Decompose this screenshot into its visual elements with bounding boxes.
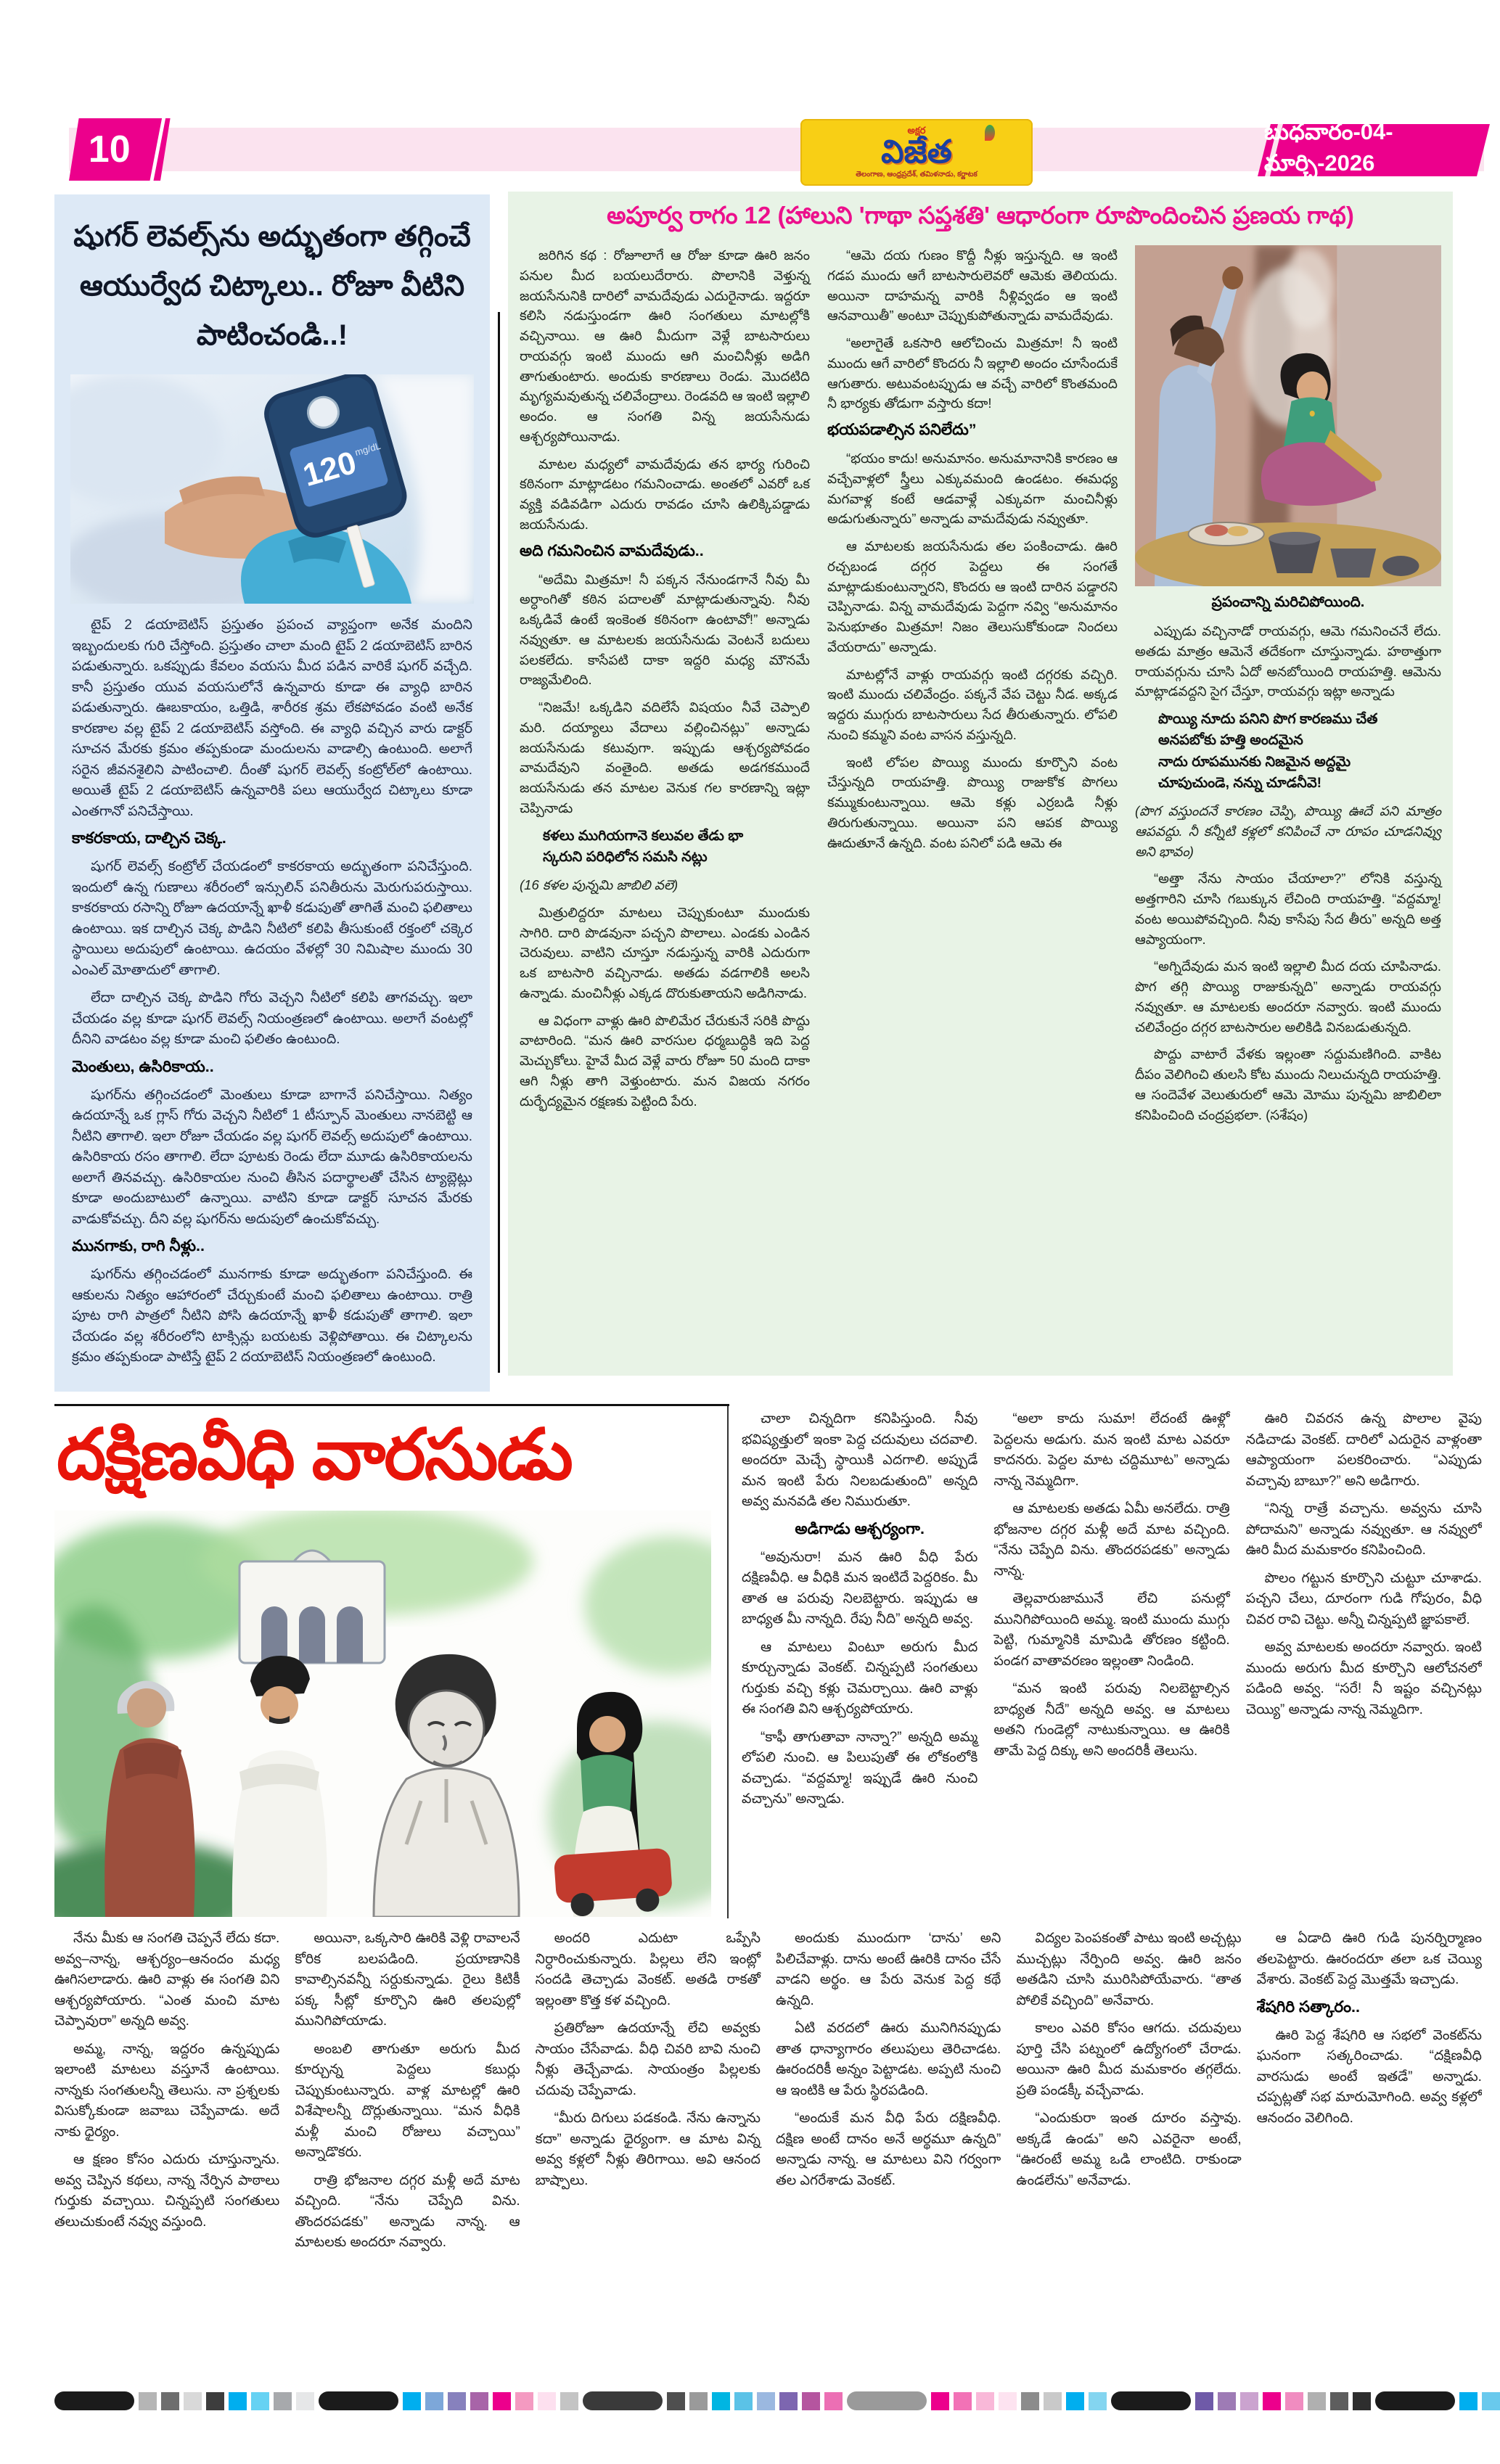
paragraph: అయినా, ఒక్కసారి ఊరికి వెళ్లి రావాలనే కోరిక బలపడింది. ప్రయాణానికి కావాల్సినవన్నీ సర్దుకున్నాడు. రైలు కిటికీ పక్క సీట్లో కూర్చొని ఊరి తలపుల్లో మునిగిపోయాడు. xyxy=(295,1931,520,2029)
calibration-square xyxy=(999,2392,1017,2410)
paragraph: విద్యల పెంపకంతో పాటు ఇంటి అచ్చట్లు ముచ్చట్లు నేర్పింది అవ్వ. ఊరి జనం అతడిని చూసి మురిసిపోయేవారు. “తాత పోలికే వచ్చింది” అనేవారు. xyxy=(1016,1931,1242,2008)
story-top-col-2 xyxy=(993,1409,1229,1920)
paragraph: “భయం కాదు! అనుమానం. అనుమానానికి కారణం ఆ వచ్చేవాళ్లలో స్త్రీలు ఎక్కువమంది ఉండటం. ఈమధ్య మగవాళ్ల కంటే ఆడవాళ్లే ఎక్కువగా మంచినీళ్లు అడుగుతున్నారు” అన్నాడు వామదేవుడు నవ్వుతూ. xyxy=(827,451,1118,527)
color-calibration-bar xyxy=(54,2390,1482,2412)
paragraph: “కాఫీ తాగుతావా నాన్నా?” అన్నది అమ్మ లోపలి నుంచి. ఆ పిలుపుతో ఈ లోకంలోకి వచ్చాడు. “వద్దమ్మా! ఇప్పుడే ఊరి నుంచి వచ్చాను” అన్నాడు. xyxy=(742,1729,978,1807)
story-bottom-col-5 xyxy=(1016,1929,1241,2384)
paragraph: ఆ విధంగా వాళ్లు ఊరి పొలిమేర చేరుకునే సరికి పొద్దు వాటారింది. “మన ఊరి వారసుల ధర్మబుద్ధికి ఇది పెద్ద మెచ్చుకోలు. హైవే మీద వెళ్లే వారు రోజూ 50 మంది దాకా ఆగి నీళ్లు తాగి వెళ్తుంటారు. మన విజయ నగరం దుర్భేద్యమైన రక్షణకు పెట్టింది పేరు. xyxy=(520,1012,810,1109)
calibration-square xyxy=(560,2392,578,2410)
serial-column-3-text xyxy=(1135,621,1441,1125)
paragraph: లేదా దాల్చిన చెక్క పొడిని గోరు వెచ్చని నీటిలో కలిపి తాగవచ్చు. ఇలా చేయడం వల్ల కూడా షుగర్ లెవల్స్ నియంత్రణలో ఉంటాయి. అలాగే వంటల్లో దీనిని వాడటం వల్ల కూడా మంచి ఫలితం ఉంటుంది. xyxy=(72,990,472,1047)
calibration-square xyxy=(515,2392,533,2410)
glucose-reading: 120 xyxy=(299,444,361,494)
masthead-tagline: అక్షర xyxy=(907,125,926,136)
calibration-square xyxy=(1044,2392,1062,2410)
calibration-square xyxy=(734,2392,753,2410)
paragraph: మాటల్లోనే వాళ్లు రాయవగ్గు ఇంటి దగ్గరకు వచ్చిరి. ఇంటి ముందు చలివేంద్రం. పక్కనే వేప చెట్టు నీడ. అక్కడ ఇద్దరు ముగ్గురు బాటసారులు సేద తీరుతున్నారు. లోపలి నుంచి కమ్మని వంట వాసన వస్తున్నది. xyxy=(827,666,1118,742)
calibration-square xyxy=(667,2392,685,2410)
calibration-square xyxy=(712,2392,730,2410)
calibration-pill xyxy=(583,2391,663,2410)
paragraph: అంబలి తాగుతూ అరుగు మీద కూర్చున్న పెద్దలు కబుర్లు చెప్పుకుంటున్నారు. వాళ్ల మాటల్లో ఊరి విశేషాలన్నీ దొర్లుతున్నాయి. “మన వీధికి మళ్లీ మంచి రోజులు వచ్చాయి” అన్నాడొకరు. xyxy=(295,2041,520,2160)
calibration-square xyxy=(779,2392,798,2410)
glucose-unit: mg/dL xyxy=(353,440,382,459)
calibration-square xyxy=(689,2392,708,2410)
health-article xyxy=(54,194,490,1392)
vertical-rule xyxy=(498,312,500,1373)
paragraph: “ఎందుకురా ఇంత దూరం వస్తావు. అక్కడే ఉండు” అని ఎవరైనా అంటే, “ఊరంటే అమ్మ ఒడి లాంటిది. రాకుండా ఉండలేను” అనేవాడు. xyxy=(1016,2111,1242,2188)
calibration-square xyxy=(229,2392,247,2410)
paragraph: జరిగిన కథ : రోజూలాగే ఆ రోజు కూడా ఊరి జనం పనుల మీద బయలుదేరారు. పొలానికి వెళ్తున్న జయసేనునికి దారిలో వామదేవుడు ఎదురైనాడు. ఇద్దరూ కలిసి నడుస్తుండగా ఊరి సంగతులు మాటల్లోకి వచ్చినాయి. ఆ ఊరి మీదుగా వెళ్లే బాటసారులు రాయవగ్గు ఇంటి ముందు ఆగి మంచినీళ్లు అడిగి తాగుతుంటారు. అందుకు కారణాలు రెండు. మొదటిది మృగ్యమవుతున్న చలివేంద్రాలు. రెండవది ఆ ఇంటి ఇల్లాలి అందం. ఆ సంగతి విన్న జయసేనుడు ఆశ్చర్యపోయినాడు. xyxy=(520,247,810,444)
calibration-square xyxy=(1066,2392,1084,2410)
calibration-square xyxy=(470,2392,488,2410)
paragraph: ఆ ఏడాది ఊరి గుడి పునర్నిర్మాణం తలపెట్టారు. ఊరందరూ తలా ఒక చెయ్యి వేశారు. వెంకట్ పెద్ద మొత్తమే ఇచ్చాడు. xyxy=(1256,1931,1482,1987)
story-top-col-1 xyxy=(742,1409,978,1920)
calibration-square xyxy=(1482,2392,1500,2410)
masthead-logo xyxy=(800,119,1033,186)
calibration-square xyxy=(1195,2392,1213,2410)
glucose-meter-photo xyxy=(70,374,474,604)
story-illustration xyxy=(54,1511,711,1917)
paragraph: “ఆమె దయ గుణం కొద్దీ నీళ్లు ఇస్తున్నది. ఆ ఇంటి గడప ముందు ఆగే బాటసారులెవరో ఆమెకు తెలియదు. అయినా దాహమన్న వారికి నీళ్లివ్వడం ఆ ఇంటి ఆనవాయితీ” అంటూ చెప్పుకుపోతున్నాడు వామదేవుడు. xyxy=(827,247,1118,324)
paragraph: “అవునురా! మన ఊరి వీధి పేరు దక్షిణవీధి. ఆ వీధికి మన ఇంటిదే పెద్దరికం. మీ తాత ఆ పరువు నిలబెట్టారు. ఇప్పుడు ఆ బాధ్యత మీ నాన్నది. రేపు నీది” అన్నది అవ్వ. xyxy=(742,1549,978,1627)
calibration-square xyxy=(976,2392,994,2410)
calibration-pill xyxy=(54,2391,134,2410)
paragraph: అందుకు ముందుగా ‘దాను’ అని పిలిచేవాళ్లు. దాను అంటే ఊరికి దానం చేసే వాడని అర్థం. ఆ పేరు వెనుక పెద్ద కథే ఉన్నది. xyxy=(775,1931,1001,2008)
story-top-col-3 xyxy=(1246,1409,1482,1920)
story-bottom-col-1 xyxy=(54,1929,279,2384)
calibration-square xyxy=(1089,2392,1107,2410)
calibration-square xyxy=(1353,2392,1371,2410)
paragraph: ఊరి చివరన ఉన్న పొలాల వైపు నడిచాడు వెంకట్. దారిలో ఎదురైన వాళ్లంతా ఆప్యాయంగా పలకరించారు. “ఎప్పుడు వచ్చావు బాబూ?” అని అడిగారు. xyxy=(1245,1411,1482,1489)
paragraph: అందరి ఎదుటా ఒప్పేసి నిర్ధారించుకున్నారు. పిల్లలు లేని ఇంట్లో సందడి తెచ్చాడు వెంకట్. అతడి రాకతో ఇల్లంతా కొత్త కళ వచ్చింది. xyxy=(535,1931,761,2008)
calibration-pill xyxy=(319,2391,398,2410)
paragraph: “అందుకే మన వీధి పేరు దక్షిణవీధి. దక్షిణ అంటే దానం అనే అర్థమూ ఉన్నది” అన్నాడు నాన్న. ఆ మాటలు విని గర్వంగా తల ఎగరేశాడు వెంకట్. xyxy=(775,2111,1001,2188)
page-number-badge xyxy=(69,118,171,181)
calibration-square xyxy=(1330,2392,1348,2410)
calibration-square xyxy=(954,2392,972,2410)
calibration-square xyxy=(296,2392,314,2410)
subheading: శేషగిరి సత్కారం.. xyxy=(1256,1997,1360,2016)
calibration-square xyxy=(1218,2392,1236,2410)
edition-date: బుధవారం-04-మార్చి-2026 xyxy=(1264,119,1393,176)
paragraph: షుగర్‌ను తగ్గించడంలో మెంతులు కూడా బాగానే పనిచేస్తాయి. నిత్యం ఉదయాన్నే ఒక గ్లాస్ గోరు వెచ్చని నీటిలో 1 టీస్పూన్ మెంతులు నానబెట్టి ఆ నీటిని తాగాలి. ఇలా రోజూ చేయడం వల్ల షుగర్ లెవల్స్ అదుపులో ఉంటాయి. ఉసిరికాయ రసం తాగాలి. లేదా పూటకు రెండు లేదా మూడు ఉసిరికాయలను అలాగే తినవచ్చు. ఉసిరికాయల నుంచి తీసిన పదార్థాలతో చేసిన ట్యాబ్లెట్లు కూడా అందుబాటులో ఉన్నాయి. వాటిని కూడా డాక్టర్ సూచన మేరకు వాడుకోవచ్చు. దీని వల్ల షుగర్‌ను అదుపులో ఉంచుకోవచ్చు. xyxy=(72,1087,472,1227)
vertical-rule-2 xyxy=(727,1406,729,1918)
calibration-square xyxy=(274,2392,292,2410)
calibration-square xyxy=(538,2392,556,2410)
paragraph: అమ్మ, నాన్న, ఇద్దరం ఉన్నప్పుడు ఇలాంటి మాటలు వస్తూనే ఉంటాయి. నాన్నకు సంగతులన్నీ తెలుసు. నా ప్రశ్నలకు విసుక్కోకుండా జవాబు చెప్పేవాడు. అదే నాకు ధైర్యం. xyxy=(54,2041,280,2140)
horizontal-rule xyxy=(54,1404,729,1406)
calibration-square xyxy=(931,2392,949,2410)
serial-column-3 xyxy=(1135,245,1441,1132)
subheading: కాకరకాయ, దాల్చిన చెక్క. xyxy=(72,829,226,847)
health-headline: షుగర్ లెవల్స్‌ను అద్భుతంగా తగ్గించే ఆయుర్వేద చిట్కాలు.. రోజూ వీటిని పాటించండి..! xyxy=(73,221,471,351)
paragraph: పొద్దు వాటారే వేళకు ఇల్లంతా సద్దుమణిగింది. వాకిట దీపం వెలిగించి తులసి కోట ముందు నిలుచున్నది రాయహత్తి. ఆ సందెవేళ వెలుతురులో ఆమె మోము పున్నమి జాబిలిలా కనిపించింది చంద్రప్రభలా. (సశేషం) xyxy=(1135,1046,1441,1122)
calibration-square xyxy=(1308,2392,1326,2410)
story-bottom-col-2 xyxy=(295,1929,520,2384)
paragraph: పొలం గట్టున కూర్చొని చుట్టూ చూశాడు. పచ్చని చేలు, దూరంగా గుడి గోపురం, వీధి చివర రావి చెట్టు. అన్నీ చిన్నప్పటి జ్ఞాపకాలే. xyxy=(1245,1570,1482,1627)
story-bottom-columns xyxy=(54,1929,1482,2384)
paragraph: షుగర్ లెవల్స్ కంట్రోల్ చేయడంలో కాకరకాయ అద్భుతంగా పనిచేస్తుంది. ఇందులో ఉన్న గుణాలు శరీరంలో ఇన్సులిన్ పనితీరును మెరుగుపరుస్తాయి. కాకరకాయ రసాన్ని రోజూ ఉదయాన్నే ఖాళీ కడుపుతో తాగితే మంచి ఫలితాలు ఉంటాయి. ఇక దాల్చిన చెక్క పొడిని నీటిలో కలిపి తీసుకుంటే రక్తంలో చక్కెర స్థాయిలు అదుపులో ఉంటాయి. ఉదయం వేళల్లో 30 నిమిషాల ముందు 30 ఎంఎల్ మోతాదులో తాగాలి. xyxy=(72,859,472,978)
calibration-pill xyxy=(1111,2391,1191,2410)
subheading: అది గమనించిన వామదేవుడు.. xyxy=(520,541,704,559)
health-body xyxy=(54,604,490,1368)
verse-line: కళలు ముగియగానె కలువల తేడు భా xyxy=(543,827,744,844)
subheading: అడిగాడు ఆశ్చర్యంగా. xyxy=(795,1519,925,1537)
subheading: భయపడాల్సిన పనిలేదు” xyxy=(827,421,977,438)
calibration-square xyxy=(139,2392,157,2410)
paragraph: షుగర్‌ను తగ్గించడంలో మునగాకు కూడా అద్భుతంగా పనిచేస్తుంది. ఈ ఆకులను నిత్యం ఆహారంలో చేర్చుకుంటే మంచి ఫలితాలు ఉంటాయి. రాత్రి పూట రాగి పాత్రలో నీటిని పోసి ఉదయాన్నే ఖాళీ కడుపుతో తాగాలి. ఇలా చేయడం వల్ల శరీరంలోని టాక్సిన్లు బయటకు వెళ్లిపోతాయి. ఈ చిట్కాలను క్రమం తప్పకుండా పాటిస్తే టైప్ 2 దయాబెటిస్ నియంత్రణలో ఉంటుంది. xyxy=(72,1267,472,1365)
verse xyxy=(543,826,810,868)
paragraph: ఏటి వరదలో ఊరు మునిగినప్పుడు తాత ధాన్యాగారం తలుపులు తెరిచాడట. ఊరందరికీ అన్నం పెట్టాడట. అప్పటి నుంచి ఆ ఇంటికి ఆ పేరు స్థిరపడింది. xyxy=(775,2021,1001,2098)
verse-line: స్కరుని పరిధిలోన సమసి నట్లు xyxy=(543,848,708,865)
subheading: మునగాకు, రాగి నీళ్లు.. xyxy=(72,1237,205,1254)
calibration-square xyxy=(206,2392,224,2410)
paragraph: మాటల మధ్యలో వామదేవుడు తన భార్య గురించి కఠినంగా మాట్లాడటం గమనించాడు. అంతలో ఎవరో ఒక వ్యక్తి వడివడిగా ఎదురు రావడం చూసి ఉలిక్కిపడ్డాడు జయసేనుడు. xyxy=(520,456,810,532)
serial-illustration-caption: ప్రపంచాన్ని మరిచిపోయింది. xyxy=(1211,594,1365,610)
verse xyxy=(1158,709,1441,794)
paragraph: ఆ మాటలు వింటూ అరుగు మీద కూర్చున్నాడు వెంకట్. చిన్నప్పటి సంగతులు గుర్తుకు వచ్చి కళ్లు చెమర్చాయి. ఊరి వాళ్లు ఈ సంగతి విని ఆశ్చర్యపోయారు. xyxy=(742,1639,978,1717)
note: (పొగ వస్తుందనే కారణం చెప్పి, పొయ్యి ఊదే పని మాత్రం ఆపవద్దు. నీ కన్నీటి కళ్లలో కనిపించే నా రూపం చూడనివ్వు అని భావం) xyxy=(1135,803,1441,859)
verse-line: నాదు రూపమునకు నిజమైన అద్దమై xyxy=(1158,753,1351,770)
paragraph: “నిజమే! ఒక్కడిని వదిలేసే విషయం నీవే చెప్పాలి మరి. దయ్యాలు వేదాలు వల్లించినట్లు” అన్నాడు జయసేనుడు కటువుగా. ఇప్పుడు ఆశ్చర్యపోవడం వామదేవుని వంతైంది. అతడు అడగకముందే జయసేనుడు తన మాటల వెనుక గల కారణాన్ని ఇట్లా చెప్పినాడు xyxy=(520,699,810,816)
calibration-square xyxy=(1240,2392,1258,2410)
calibration-square xyxy=(824,2392,843,2410)
calibration-square xyxy=(493,2392,511,2410)
calibration-square xyxy=(425,2392,443,2410)
paragraph: అవ్వ మాటలకు అందరూ నవ్వారు. ఇంటి ముందు అరుగు మీద కూర్చొని ఆలోచనలో పడింది అవ్వ. “సరే! నీ ఇష్టం వచ్చినట్లు చెయ్యి” అన్నాడు నాన్న నెమ్మదిగా. xyxy=(1245,1640,1482,1717)
paragraph: “అలాగైతే ఒకసారి ఆలోచించు మిత్రమా! నీ ఇంటి ముందు ఆగే వారిలో కొందరు నీ ఇల్లాలి అందం చూసేందుకే ఆగుతారు. అటువంటప్పుడు ఆ వచ్చే వారిలో కొంతమంది నీ భార్యకు తోడుగా వస్తారు కదా! xyxy=(827,335,1118,411)
masthead-regions: తెలంగాణ, ఆంధ్రప్రదేశ్, తమిళనాడు, కర్ణాటక xyxy=(856,171,978,179)
calibration-square xyxy=(403,2392,421,2410)
story-top-columns xyxy=(742,1409,1482,1920)
paragraph: “అత్తా నేను సాయం చేయాలా?” లోనికి వస్తున్న అత్తగారిని చూసి గబుక్కున లేచింది రాయహత్తి. “వద్దమ్మా! వంట అయిపోవచ్చింది. నీవు కాసేపు సేద తీరు” అన్నది అత్త ఆప్యాయంగా. xyxy=(1135,871,1441,947)
calibration-square xyxy=(1021,2392,1039,2410)
paragraph: టైప్ 2 డయాబెటిస్ ప్రస్తుతం ప్రపంచ వ్యాప్తంగా అనేక మందిని ఇబ్బందులకు గురి చేస్తోంది. ప్రస్తుతం చాలా మంది టైప్ 2 డయాబెటిస్ బారిన పడుతున్నారు. ఒకప్పుడు కేవలం వయసు మీద పడిన వారికే షుగర్ వచ్చేది. కానీ ప్రస్తుతం యువ వయసులోనే ఉన్నవారు కూడా ఈ వ్యాధి బారిన పడుతున్నారు. ఊబకాయం, ఒత్తిడి, శారీరక శ్రమ లేకపోవడం వంటి అనేక కారణాల వల్ల టైప్ 2 డయాబెటిస్ వస్తోంది. ఈ వ్యాధి వచ్చిన వారు డాక్టర్ సూచన మేరకు క్రమం తప్పకుండా మందులను వాడాల్సి ఉంటుంది. అలాగే సరైన జీవనశైలిని పాటించాలి. దీంతో షుగర్ లెవల్స్ కంట్రోల్‌లో ఉంటాయి. అయితే టైప్ 2 డయాబెటిస్ ఉన్నవారికి పలు ఆయుర్వేద చిట్కాలు కూడా ఎంతగానో పనిచేస్తాయి. xyxy=(72,617,472,819)
verse-line: అనపబోకు హత్తి అందమైన xyxy=(1158,732,1303,749)
calibration-square xyxy=(1285,2392,1303,2410)
story-bottom-col-3 xyxy=(536,1929,761,2384)
paragraph: ప్రతిరోజూ ఉదయాన్నే లేచి అవ్వకు సాయం చేసేవాడు. వీధి చివరి బావి నుంచి నీళ్లు తెచ్చేవాడు. సాయంత్రం పిల్లలకు చదువు చెప్పేవాడు. xyxy=(535,2021,761,2098)
calibration-square xyxy=(161,2392,179,2410)
paragraph: నేను మీకు ఆ సంగతి చెప్పనే లేదు కదా. అవ్వ–నాన్న, ఆశ్చర్యం–ఆనందం మధ్య ఊగిసలాడారు. ఊరి వాళ్లు ఈ సంగతి విని ఆశ్చర్యపోయారు. “ఎంత మంచి మాట చెప్పావురా” అన్నది అవ్వ. xyxy=(54,1931,280,2029)
paragraph: ఇంటి లోపల పొయ్యి ముందు కూర్చొని వంట చేస్తున్నది రాయహత్తి. పొయ్యి రాజుకోక పొగలు కమ్ముకుంటున్నాయి. ఆమె కళ్లు ఎర్రబడి నీళ్లు తిరుగుతున్నాయి. అయినా పని ఆపక పొయ్యి ఊదుతూనే ఉన్నది. వంట పనిలో పడి ఆమె ఈ xyxy=(827,754,1118,850)
badge-slash xyxy=(149,118,165,181)
paragraph: కాలం ఎవరి కోసం ఆగదు. చదువులు పూర్తి చేసి పట్నంలో ఉద్యోగంలో చేరాడు. అయినా ఊరి మీద మమకారం తగ్గలేదు. ప్రతి పండక్కీ వచ్చేవాడు. xyxy=(1016,2021,1242,2098)
story-bottom-col-4 xyxy=(776,1929,1001,2384)
paragraph: “అదేమి మిత్రమా! నీ పక్కన నేనుండగానే నీవు మీ అర్ధాంగితో కఠిన పదాలతో మాట్లాడుతున్నావు. నీవు ఒక్కడివే ఉంటే ఇంకెంత కఠినంగా ఉంటావో!” అన్నాడు నవ్వుతూ. ఆ మాటలకు జయసేనుడు వెంటనే బదులు పలకలేదు. కాసేపటి దాకా ఇద్దరి మధ్య మౌనమే రాజ్యమేలింది. xyxy=(520,571,810,688)
calibration-pill xyxy=(847,2391,927,2410)
paragraph: “నిన్న రాత్రే వచ్చాను. అవ్వను చూసి పోదామని” అన్నాడు నవ్వుతూ. ఆ నవ్వులో ఊరి మీద మమకారం కనిపించింది. xyxy=(1245,1501,1482,1558)
leaf-icon xyxy=(985,125,995,141)
serial-illustration xyxy=(1135,245,1441,586)
paragraph: రాత్రి భోజనాల దగ్గర మళ్లీ అదే మాట వచ్చింది. “నేను చెప్పేది విను. తొందరపడకు” అన్నాడు నాన్న. ఆ మాటలకు అందరూ నవ్వారు. xyxy=(295,2172,520,2250)
calibration-square xyxy=(184,2392,202,2410)
paragraph: మిత్రులిద్దరూ మాటలు చెప్పుకుంటూ ముందుకు సాగిరి. దారి పొడవునా పచ్చని పొలాలు. ఎండకు ఎండిన చెరువులు. వాటిని చూస్తూ నడుస్తున్న వారికి ఎదురుగా ఒక బాటసారి వచ్చినాడు. అతడు వడగాలికి అలసి ఉన్నాడు. మంచినీళ్లు ఎక్కడ దొరుకుతాయని అడిగినాడు. xyxy=(520,904,810,1001)
serial-column-1 xyxy=(520,245,810,1132)
paragraph: ఆ మాటలకు జయసేనుడు తల పంకించాడు. ఊరి రచ్చబండ దగ్గర పెద్దలు ఈ సంగతే మాట్లాడుకుంటున్నారని, కొందరు ఆ ఇంటి దారిన పడ్డారని చెప్పినాడు. విన్న వామదేవుడు పెద్దగా నవ్వి “అనుమానం పెనుభూతం మిత్రమా! నిజం తెలుసుకోకుండా నిందలు వేయరాదు” అన్నాడు. xyxy=(827,538,1118,654)
page-number: 10 xyxy=(88,128,131,171)
serial-headline: అపూర్వ రాగం 12 (హాలుని 'గాథా సప్తశతి' ఆధారంగా రూపొందించిన ప్రణయ గాథ) xyxy=(607,202,1354,229)
building-shape xyxy=(239,1551,385,1663)
note: (16 కళల పున్నమి జాబిలి వలె) xyxy=(520,877,679,892)
masthead-title: విజేత xyxy=(881,134,952,170)
calibration-square xyxy=(448,2392,466,2410)
verse-line: చూపుచుండె, నన్ను చూడనీవె! xyxy=(1158,774,1322,791)
paragraph: చాలా చిన్నదిగా కనిపిస్తుంది. నీవు భవిష్యత్తులో ఇంకా పెద్ద చదువులు చదవాలి. అందరూ మెచ్చే స్థాయికి ఎదగాలి. అప్పుడే మన ఇంటి పేరు నిలబడుతుంది” అన్నది అవ్వ మనవడి తల నిమురుతూ. xyxy=(742,1411,978,1509)
paragraph: “అగ్నిదేవుడు మన ఇంటి ఇల్లాలి మీద దయ చూపినాడు. పొగ తగ్గి పొయ్యి రాజుకున్నది” అన్నాడు రాయవగ్గు నవ్వుతూ. ఆ మాటలకు అందరూ నవ్వారు. ఇంటి ముందు చలివేంద్రం దగ్గర బాటసారుల అలికిడి వినబడుతున్నది. xyxy=(1135,958,1441,1035)
story-headline: దక్షిణవీధి వారసుడు xyxy=(57,1415,572,1494)
verse-line: పొయ్యి నూదు పనిని పొగ కారణము చేత xyxy=(1158,711,1378,727)
calibration-square xyxy=(802,2392,820,2410)
paragraph: ఆ క్షణం కోసం ఎదురు చూస్తున్నాను. అవ్వ చెప్పిన కథలు, నాన్న నేర్పిన పాఠాలు గుర్తుకు వచ్చాయి. చిన్నప్పటి సంగతులు తలుచుకుంటే నవ్వు వస్తుంది. xyxy=(54,2152,280,2230)
paragraph: ఊరి పెద్ద శేషగిరి ఆ సభలో వెంకట్‌ను ఘనంగా సత్కరించాడు. “దక్షిణవీధి వారసుడు అంటే ఇతడే” అన్నాడు. చప్పట్లతో సభ మారుమోగింది. అవ్వ కళ్లలో ఆనందం వెలిగింది. xyxy=(1256,2027,1482,2126)
date-ribbon xyxy=(1258,119,1490,176)
paragraph: తెల్లవారుజామునే లేచి పనుల్లో మునిగిపోయింది అమ్మ. ఇంటి ముందు ముగ్గు పెట్టి, గుమ్మానికి మామిడి తోరణం కట్టింది. పండగ వాతావరణం ఇల్లంతా నిండింది. xyxy=(993,1591,1230,1669)
calibration-square xyxy=(251,2392,269,2410)
calibration-square xyxy=(757,2392,775,2410)
calibration-square xyxy=(1263,2392,1281,2410)
paragraph: ఆ మాటలకు అతడు ఏమీ అనలేదు. రాత్రి భోజనాల దగ్గర మళ్లీ అదే మాట వచ్చింది. “నేను చెప్పేది విను. తొందరపడకు” అన్నాడు నాన్న. xyxy=(993,1501,1230,1579)
paragraph: “అలా కాదు సుమా! లేదంటే ఊళ్లో పెద్దలను అడుగు. మన ఇంటి మాట ఎవరూ కాదనరు. పెద్దల మాట చద్దిమూట” అన్నాడు నాన్న నెమ్మదిగా. xyxy=(993,1411,1230,1489)
paragraph: ఎప్పుడు వచ్చినాడో రాయవగ్గు, ఆమె గమనించనే లేదు. అతడు మాత్రం ఆమెనే తదేకంగా చూస్తున్నాడు. హఠాత్తుగా రాయవగ్గును చూసి ఏదో అనబోయింది రాయహత్తి. ఆమెను మాట్లాడవద్దని సైగ చేస్తూ, రాయవగ్గు ఇట్లా అన్నాడు xyxy=(1135,623,1441,699)
serial-column-2 xyxy=(827,245,1118,1132)
calibration-pill xyxy=(1375,2391,1455,2410)
serial-article xyxy=(508,192,1453,1376)
paragraph: “మన ఇంటి పరువు నిలబెట్టాల్సిన బాధ్యత నీదే” అన్నది అవ్వ. ఆ మాటలు అతని గుండెల్లో నాటుకున్నాయి. ఆ ఊరికి తామే పెద్ద దిక్కు అని అందరికీ తెలుసు. xyxy=(993,1681,1230,1759)
calibration-square xyxy=(1459,2392,1478,2410)
subheading: మెంతులు, ఉసిరికాయ.. xyxy=(72,1057,214,1075)
serial-columns xyxy=(508,238,1453,1132)
story-bottom-col-6 xyxy=(1257,1929,1482,2384)
paragraph: “మీరు దిగులు పడకండి. నేను ఉన్నాను కదా” అన్నాడు ధైర్యంగా. ఆ మాట విన్న అవ్వ కళ్లలో నీళ్లు తిరిగాయి. అవి ఆనంద బాష్పాలు. xyxy=(535,2111,761,2188)
